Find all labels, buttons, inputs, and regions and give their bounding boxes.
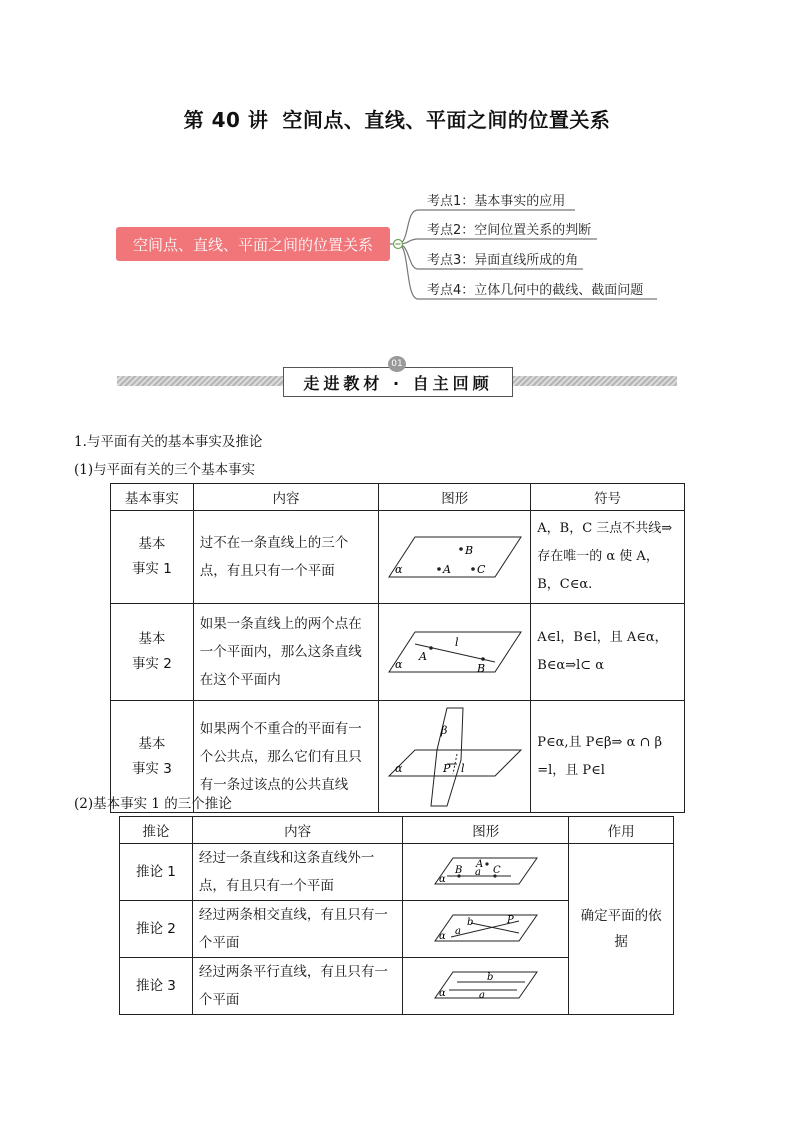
svg-text:β: β xyxy=(440,723,448,737)
line-and-point-figure xyxy=(431,854,541,890)
row-content: 如果两个不重合的平面有一个公共点，那么它们有且只有一条过该点的公共直线 xyxy=(193,701,379,813)
svg-text:l: l xyxy=(454,636,459,649)
mindmap-node-4[interactable]: 考点4：立体几何中的截线、截面问题 xyxy=(427,283,644,298)
svg-text:P: P xyxy=(506,915,514,926)
table-row xyxy=(111,511,685,604)
svg-text:α: α xyxy=(394,563,403,576)
row-content: 经过两条相交直线，有且只有一个平面 xyxy=(192,901,403,958)
banner-stripe-left xyxy=(117,376,283,386)
column-header: 图形 xyxy=(379,484,531,511)
svg-text:B: B xyxy=(464,544,473,557)
mindmap-node-1[interactable]: 考点1：基本事实的应用 xyxy=(427,194,566,209)
svg-text:C: C xyxy=(476,563,486,576)
mindmap-node-3[interactable]: 考点3：异面直线所成的角 xyxy=(427,253,579,268)
svg-text:P: P xyxy=(442,761,451,775)
usage-text: 确定平面的依据 xyxy=(580,908,662,950)
figure-cell xyxy=(403,958,569,1015)
mindmap-connectors xyxy=(0,0,794,320)
column-header: 符号 xyxy=(531,484,685,511)
banner-stripe-right xyxy=(513,376,677,386)
banner-text: 走进教材 · 自主回顾 xyxy=(303,373,493,393)
row-symbol: A，B，C 三点不共线⇒存在唯一的 α 使 A，B，C∈α. xyxy=(531,511,685,604)
svg-text:α: α xyxy=(438,931,446,942)
row-label: 基本 事实 1 xyxy=(111,511,194,604)
row-label: 推论 3 xyxy=(120,958,193,1015)
row-content: 过不在一条直线上的三个点，有且只有一个平面 xyxy=(193,511,379,604)
mindmap-node-2[interactable]: 考点2：空间位置关系的判断 xyxy=(427,223,592,238)
row-symbol: A∈l，B∈l，且 A∈α，B∈α⇒l⊂ α xyxy=(531,604,685,701)
svg-text:A: A xyxy=(418,650,427,663)
table-header-row xyxy=(120,817,674,844)
usage-cell xyxy=(569,844,674,1015)
svg-text:α: α xyxy=(394,658,403,671)
svg-text:A: A xyxy=(442,563,451,576)
subsection-heading-1: (1)与平面有关的三个基本事实 xyxy=(74,462,256,478)
parallel-lines-figure xyxy=(431,968,541,1004)
svg-text:A: A xyxy=(475,859,483,870)
svg-text:C: C xyxy=(492,865,501,876)
svg-text:B: B xyxy=(454,865,463,876)
line-in-plane-figure xyxy=(385,624,525,680)
basic-facts-table xyxy=(110,483,685,813)
figure-cell xyxy=(403,844,569,901)
plane-three-points-figure xyxy=(385,529,525,585)
section-heading: 1.与平面有关的基本事实及推论 xyxy=(74,434,263,450)
mindmap-root[interactable]: 空间点、直线、平面之间的位置关系 xyxy=(116,227,390,261)
lecture-number: 第 40 讲 xyxy=(183,108,269,132)
svg-text:a: a xyxy=(454,926,461,937)
svg-text:a: a xyxy=(478,990,485,1001)
column-header: 内容 xyxy=(193,484,379,511)
lecture-topic: 空间点、直线、平面之间的位置关系 xyxy=(282,108,611,132)
table-header-row xyxy=(111,484,685,511)
row-symbol: P∈α,且 P∈β⇒ α ∩ β =l，且 P∈l xyxy=(531,701,685,813)
column-header: 作用 xyxy=(569,817,674,844)
svg-text:a: a xyxy=(474,867,481,878)
svg-text:l: l xyxy=(460,761,465,775)
row-label: 推论 2 xyxy=(120,901,193,958)
svg-text:b: b xyxy=(486,972,494,983)
figure-cell xyxy=(379,604,531,701)
svg-text:α: α xyxy=(394,761,403,775)
table-row xyxy=(120,844,674,901)
corollaries-table xyxy=(119,816,674,1015)
svg-text:α: α xyxy=(438,988,446,999)
intersecting-planes-figure xyxy=(385,704,525,810)
row-label: 基本 事实 2 xyxy=(111,604,194,701)
svg-text:α: α xyxy=(438,874,446,885)
row-content: 经过一条直线和这条直线外一点，有且只有一个平面 xyxy=(192,844,403,901)
svg-text:b: b xyxy=(466,917,474,928)
column-header: 图形 xyxy=(403,817,569,844)
column-header: 推论 xyxy=(120,817,193,844)
section-badge: 01 xyxy=(388,356,406,372)
column-header: 基本事实 xyxy=(111,484,194,511)
intersecting-lines-figure xyxy=(431,911,541,947)
figure-cell xyxy=(379,511,531,604)
figure-cell xyxy=(379,701,531,813)
table-row xyxy=(111,604,685,701)
figure-cell xyxy=(403,901,569,958)
row-label: 推论 1 xyxy=(120,844,193,901)
row-label: 基本 事实 3 xyxy=(111,701,194,813)
subsection-heading-2: (2)基本事实 1 的三个推论 xyxy=(74,796,232,812)
row-content: 经过两条平行直线，有且只有一个平面 xyxy=(192,958,403,1015)
row-content: 如果一条直线上的两个点在一个平面内，那么这条直线在这个平面内 xyxy=(193,604,379,701)
svg-text:B: B xyxy=(476,662,485,675)
column-header: 内容 xyxy=(192,817,403,844)
